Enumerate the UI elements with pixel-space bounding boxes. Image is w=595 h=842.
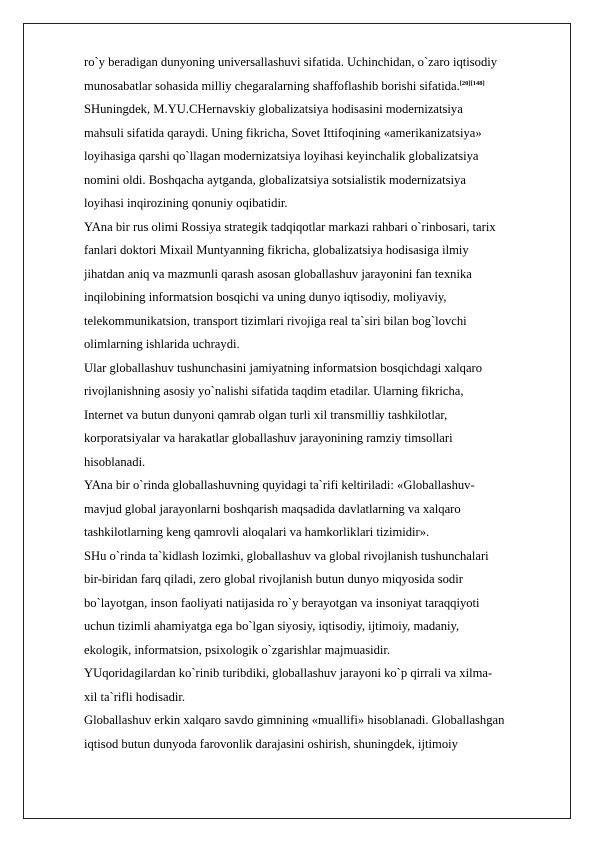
text-line-content: munosabatlar sohasida milliy chegaralarning shaffoflashib borishi sifatida.	[84, 78, 460, 93]
text-line: inqilobining informatsion bosqichi va uning dunyo iqtisodiy, moliyaviy,	[84, 290, 447, 304]
footnote-ref[interactable]: [148]	[470, 79, 485, 87]
text-line: Globallashuv erkin xalqaro savdo gimnining «muallifi» hisoblanadi. Globallashgan	[84, 713, 505, 727]
text-line-with-footnotes	[84, 75, 564, 99]
text-line: Ular globallashuv tushunchasini jamiyatning informatsion bosqichdagi xalqaro	[84, 360, 483, 375]
text-line: ekologik, informatsion, psixologik o`zgarishlar majmuasidir.	[84, 642, 391, 657]
text-line: telekommunikatsion, transport tizimlari rivojiga real ta`siri bilan bog`lovchi	[84, 313, 467, 328]
text-line: hisoblanadi.	[84, 454, 146, 469]
text-line: iqtisod butun dunyoda farovonlik darajasini oshirish, shuningdek, ijtimoiy	[84, 736, 458, 751]
document-body	[84, 51, 564, 756]
text-line: loyihasi inqirozining qonuniy oqibatidir.	[84, 196, 288, 210]
text-line: olimlarning ishlarida uchraydi.	[84, 337, 240, 351]
text-line: bo`layotgan, inson faoliyati natijasida ro`y berayotgan va insoniyat taraqqiyoti	[84, 595, 480, 610]
text-line: xil ta`rifli hodisadir.	[84, 689, 186, 704]
text-line: YUqoridagilardan ko`rinib turibdiki, globallashuv jarayoni ko`p qirrali va xilma-	[84, 666, 493, 680]
footnote-ref[interactable]: [20]	[459, 79, 471, 87]
text-line: mavjud global jarayonlarni boshqarish maqsadida davlatlarning va xalqaro	[84, 501, 461, 516]
text-line: YAna bir o`rinda globallashuvning quyidagi ta`rifi keltiriladi: «Globallashuv-	[84, 478, 475, 492]
text-line: Internet va butun dunyoni qamrab olgan turli xil transmilliy tashkilotlar,	[84, 407, 448, 422]
text-line: mahsuli sifatida qaraydi. Uning fikricha, Sovet Ittifoqining «amerikanizatsiya»	[84, 125, 482, 140]
text-line: tashkilotlarning keng qamrovli aloqalari va hamkorliklari tizimidir».	[84, 525, 430, 539]
text-line: korporatsiyalar va harakatlar globallashuv jarayonining ramziy timsollari	[84, 431, 453, 445]
text-line: fanlari doktori Mixail Muntyanning fikricha, globalizatsiya hodisasiga ilmiy	[84, 243, 469, 257]
text-line: bir-biridan farq qiladi, zero global rivojlanish butun dunyo miqyosida sodir	[84, 572, 463, 586]
text-line: SHuningdek, M.YU.CHernavskiy globalizatsiya hodisasini modernizatsiya	[84, 102, 463, 116]
text-line: nomini oldi. Boshqacha aytganda, globalizatsiya sotsialistik modernizatsiya	[84, 172, 466, 187]
text-line: rivojlanishning asosiy yo`nalishi sifatida taqdim etadilar. Ularning fikricha,	[84, 384, 464, 398]
text-line: uchun tizimli ahamiyatga ega bo`lgan siyosiy, iqtisodiy, ijtimoiy, madaniy,	[84, 619, 460, 633]
text-line: SHu o`rinda ta`kidlash lozimki, globallashuv va global rivojlanish tushunchalari	[84, 548, 489, 563]
text-line: loyihasiga qarshi qo`llagan modernizatsiya loyihasi keyinchalik globalizatsiya	[84, 149, 479, 163]
text-line: YAna bir rus olimi Rossiya strategik tadqiqotlar markazi rahbari o`rinbosari, tarix	[84, 219, 496, 234]
text-line: jihatdan aniq va mazmunli qarash asosan globallashuv jarayonini fan texnika	[84, 266, 472, 281]
text-line: ro`y beradigan dunyoning universallashuvi sifatida. Uchinchidan, o`zaro iqtisodiy	[84, 55, 498, 69]
